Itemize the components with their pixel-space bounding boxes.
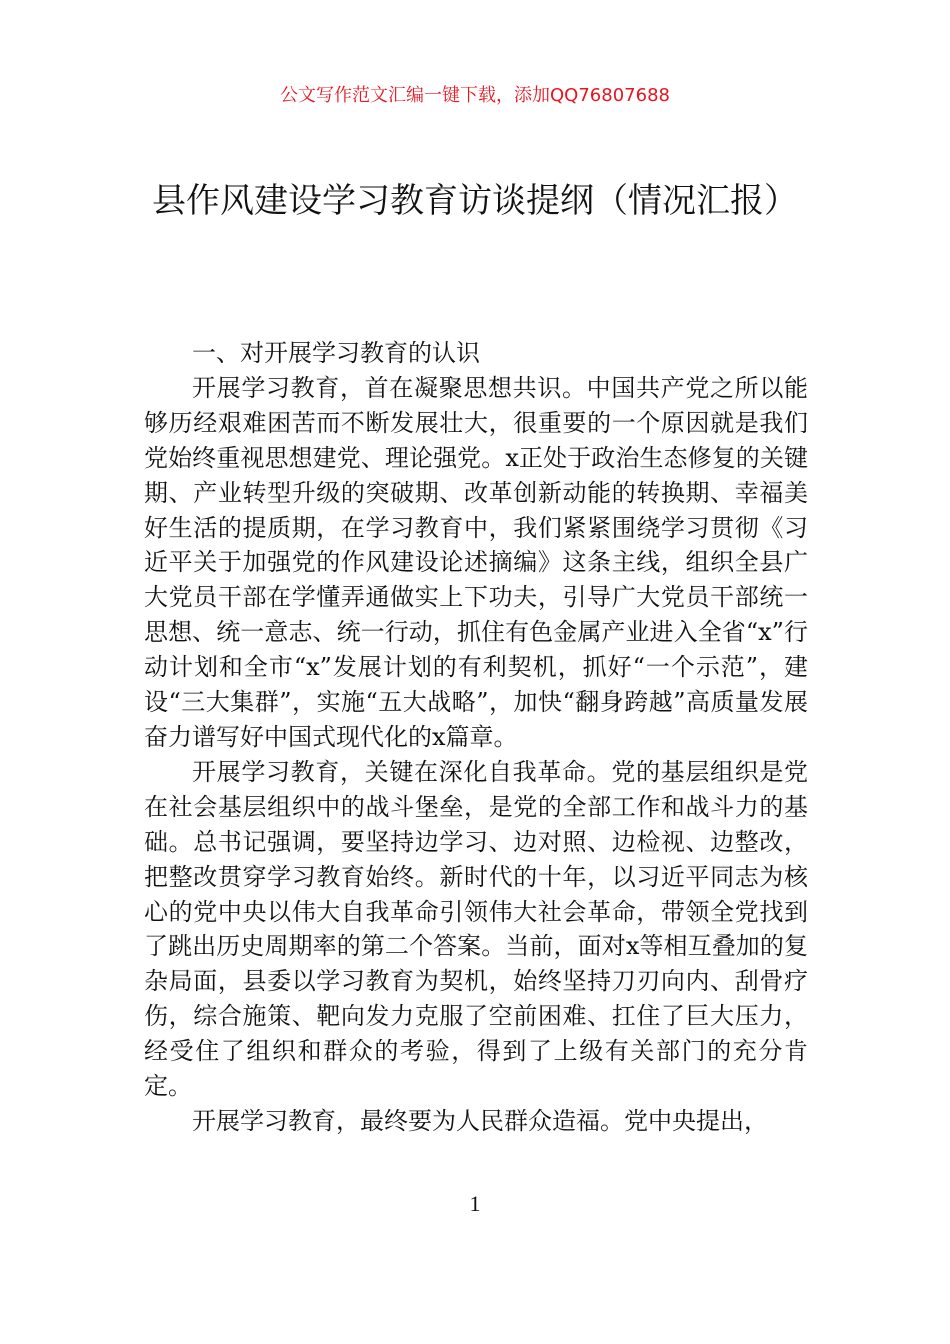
paragraph-3: 开展学习教育，最终要为人民群众造福。党中央提出， — [192, 1106, 768, 1135]
paragraph-1: 开展学习教育，首在凝聚思想共识。中国共产党之所以能够历经艰难困苦而不断发展壮大，很重要的一个原因就是我们党始终重视思想建党、理论强党。x正处于政治生态修复的关键期、产业转型升级的突破期、改革创新动能的转换期、幸福美好生活的提质期，在学习教育中，我们紧紧围绕学习贯彻《习近平关于加强党的作风建设论述摘编》这条主线，组织全县广大党员干部在学懂弄通做实上下功夫，引导广大党员干部统一思想、统一意志、统一行动，抓住有色金属产业进入全省“x”行动计划和全市“x”发展计划的有利契机，抓好“一个示范”，建设“三大集群”，实施“五大战略”，加快“翻身跨越”高质量发展奋力谱写好中国式现代化的x篇章。 — [144, 373, 808, 751]
document-body — [144, 336, 808, 1139]
paragraph-2: 开展学习教育，关键在深化自我革命。党的基层组织是党在社会基层组织中的战斗堡垒，是党的全部工作和战斗力的基础。总书记强调，要坚持边学习、边对照、边检视、边整改，把整改贯穿学习教育始终。新时代的十年，以习近平同志为核心的党中央以伟大自我革命引领伟大社会革命，带领全党找到了跳出历史周期率的第二个答案。当前，面对x等相互叠加的复杂局面，县委以学习教育为契机，始终坚持刀刃向内、刮骨疗伤，综合施策、靶向发力克服了空前困难、扛住了巨大压力，经受住了组织和群众的考验，得到了上级有关部门的充分肯定。 — [144, 757, 808, 1101]
section-heading: 一、对开展学习教育的认识 — [192, 339, 480, 367]
download-promo-note: 公文写作范文汇编一键下载，添加QQ76807688 — [280, 85, 670, 106]
document-title: 县作风建设学习教育访谈提纲（情况汇报） — [152, 181, 798, 221]
page-number: 1 — [469, 1191, 481, 1216]
